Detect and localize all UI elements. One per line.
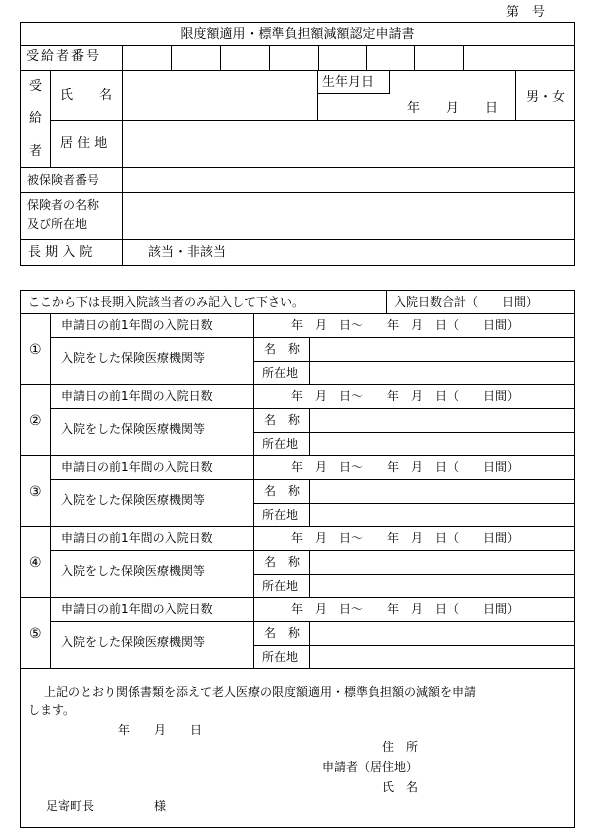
institution-name-label: 名 称	[264, 555, 301, 569]
name-label: 氏 名	[60, 88, 113, 103]
address-field[interactable]	[124, 122, 574, 166]
declaration-line1: 上記のとおり関係書類を添えて老人医療の限度額適用・標準負担額の減額を申請	[44, 685, 477, 699]
institution-label: 入院をした保険医療機関等	[61, 635, 206, 649]
institution-label: 入院をした保険医療機関等	[61, 351, 206, 365]
institution-address-field[interactable]	[311, 505, 573, 525]
insured-number-field[interactable]	[124, 169, 574, 191]
hospital-period[interactable]: 年 月 日～ 年 月 日（ 日間）	[291, 389, 520, 403]
institution-address-field[interactable]	[311, 647, 573, 667]
long-term-option[interactable]: 該当・非該当	[148, 245, 227, 260]
block-number: ③	[29, 484, 42, 500]
address-label: 居 住 地	[60, 136, 108, 151]
recipient-number-digit-6[interactable]	[367, 46, 413, 69]
insurer-field[interactable]	[124, 194, 574, 238]
days-label: 申請日の前1年間の入院日数	[61, 460, 213, 474]
form-title: 限度額適用・標準負担額減額認定申請書	[180, 27, 415, 42]
institution-name-field[interactable]	[311, 552, 573, 573]
days-label: 申請日の前1年間の入院日数	[61, 389, 213, 403]
long-term-note: ここから下は長期入院該当者のみ記入して下さい。	[28, 295, 305, 309]
days-label: 申請日の前1年間の入院日数	[61, 318, 213, 332]
recipient-number-digit-3[interactable]	[221, 46, 268, 69]
recipient-number-digit-4[interactable]	[270, 46, 317, 69]
institution-address-label: 所在地	[262, 437, 299, 451]
applicant-name-label: 氏 名	[382, 780, 419, 794]
institution-name-label: 名 称	[264, 484, 301, 498]
recipient-side-label-2: 給	[29, 111, 43, 126]
institution-name-label: 名 称	[264, 342, 301, 356]
institution-name-field[interactable]	[311, 481, 573, 502]
institution-name-field[interactable]	[311, 410, 573, 431]
days-label: 申請日の前1年間の入院日数	[61, 531, 213, 545]
institution-label: 入院をした保険医療機関等	[61, 422, 206, 436]
long-term-label: 長 期 入 院	[28, 245, 93, 260]
block-number: ⑤	[29, 626, 42, 642]
recipient-number-digit-2[interactable]	[172, 46, 219, 69]
hospital-period[interactable]: 年 月 日～ 年 月 日（ 日間）	[291, 460, 520, 474]
insured-number-label: 被保険者番号	[27, 173, 100, 187]
institution-label: 入院をした保険医療機関等	[61, 493, 206, 507]
institution-address-label: 所在地	[262, 579, 299, 593]
form-number-label: 第 号	[506, 5, 546, 20]
recipient-number-digit-1[interactable]	[123, 46, 170, 69]
block-number: ①	[29, 342, 42, 358]
institution-address-field[interactable]	[311, 434, 573, 454]
recipient-number-label: 受給者番号	[26, 49, 102, 64]
application-date[interactable]: 年 月 日	[118, 723, 203, 737]
recipient-side-label-1: 受	[29, 79, 43, 94]
hospital-period[interactable]: 年 月 日～ 年 月 日（ 日間）	[291, 602, 520, 616]
hospital-period[interactable]: 年 月 日～ 年 月 日（ 日間）	[291, 531, 520, 545]
institution-label: 入院をした保険医療機関等	[61, 564, 206, 578]
insurer-label-line1: 保険者の名称	[27, 198, 100, 212]
recipient-number-digit-5[interactable]	[319, 46, 365, 69]
institution-name-field[interactable]	[311, 339, 573, 360]
institution-address-field[interactable]	[311, 576, 573, 596]
declaration-line2: します。	[28, 703, 76, 717]
applicant-address-label: 住 所	[382, 740, 419, 754]
block-number: ②	[29, 413, 42, 429]
institution-name-label: 名 称	[264, 626, 301, 640]
total-days-label: 入院日数合計（ 日間）	[394, 295, 539, 309]
name-field[interactable]	[124, 72, 316, 120]
birth-date-value[interactable]: 年 月 日	[407, 101, 499, 116]
institution-name-label: 名 称	[264, 413, 301, 427]
recipient-number-digit-7[interactable]	[415, 46, 462, 69]
applicant-label: 申請者（居住地）	[322, 760, 419, 774]
birth-date-label: 生年月日	[322, 75, 375, 90]
recipient-side-label-3: 者	[29, 144, 43, 159]
institution-address-field[interactable]	[311, 363, 573, 383]
institution-address-label: 所在地	[262, 650, 299, 664]
institution-address-label: 所在地	[262, 508, 299, 522]
days-label: 申請日の前1年間の入院日数	[61, 602, 213, 616]
addressee: 足寄町長 様	[46, 799, 167, 813]
hospital-period[interactable]: 年 月 日～ 年 月 日（ 日間）	[291, 318, 520, 332]
block-number: ④	[29, 555, 42, 571]
institution-name-field[interactable]	[311, 623, 573, 644]
gender-option[interactable]: 男・女	[526, 90, 566, 105]
institution-address-label: 所在地	[262, 366, 299, 380]
insurer-label-line2: 及び所在地	[27, 217, 88, 231]
